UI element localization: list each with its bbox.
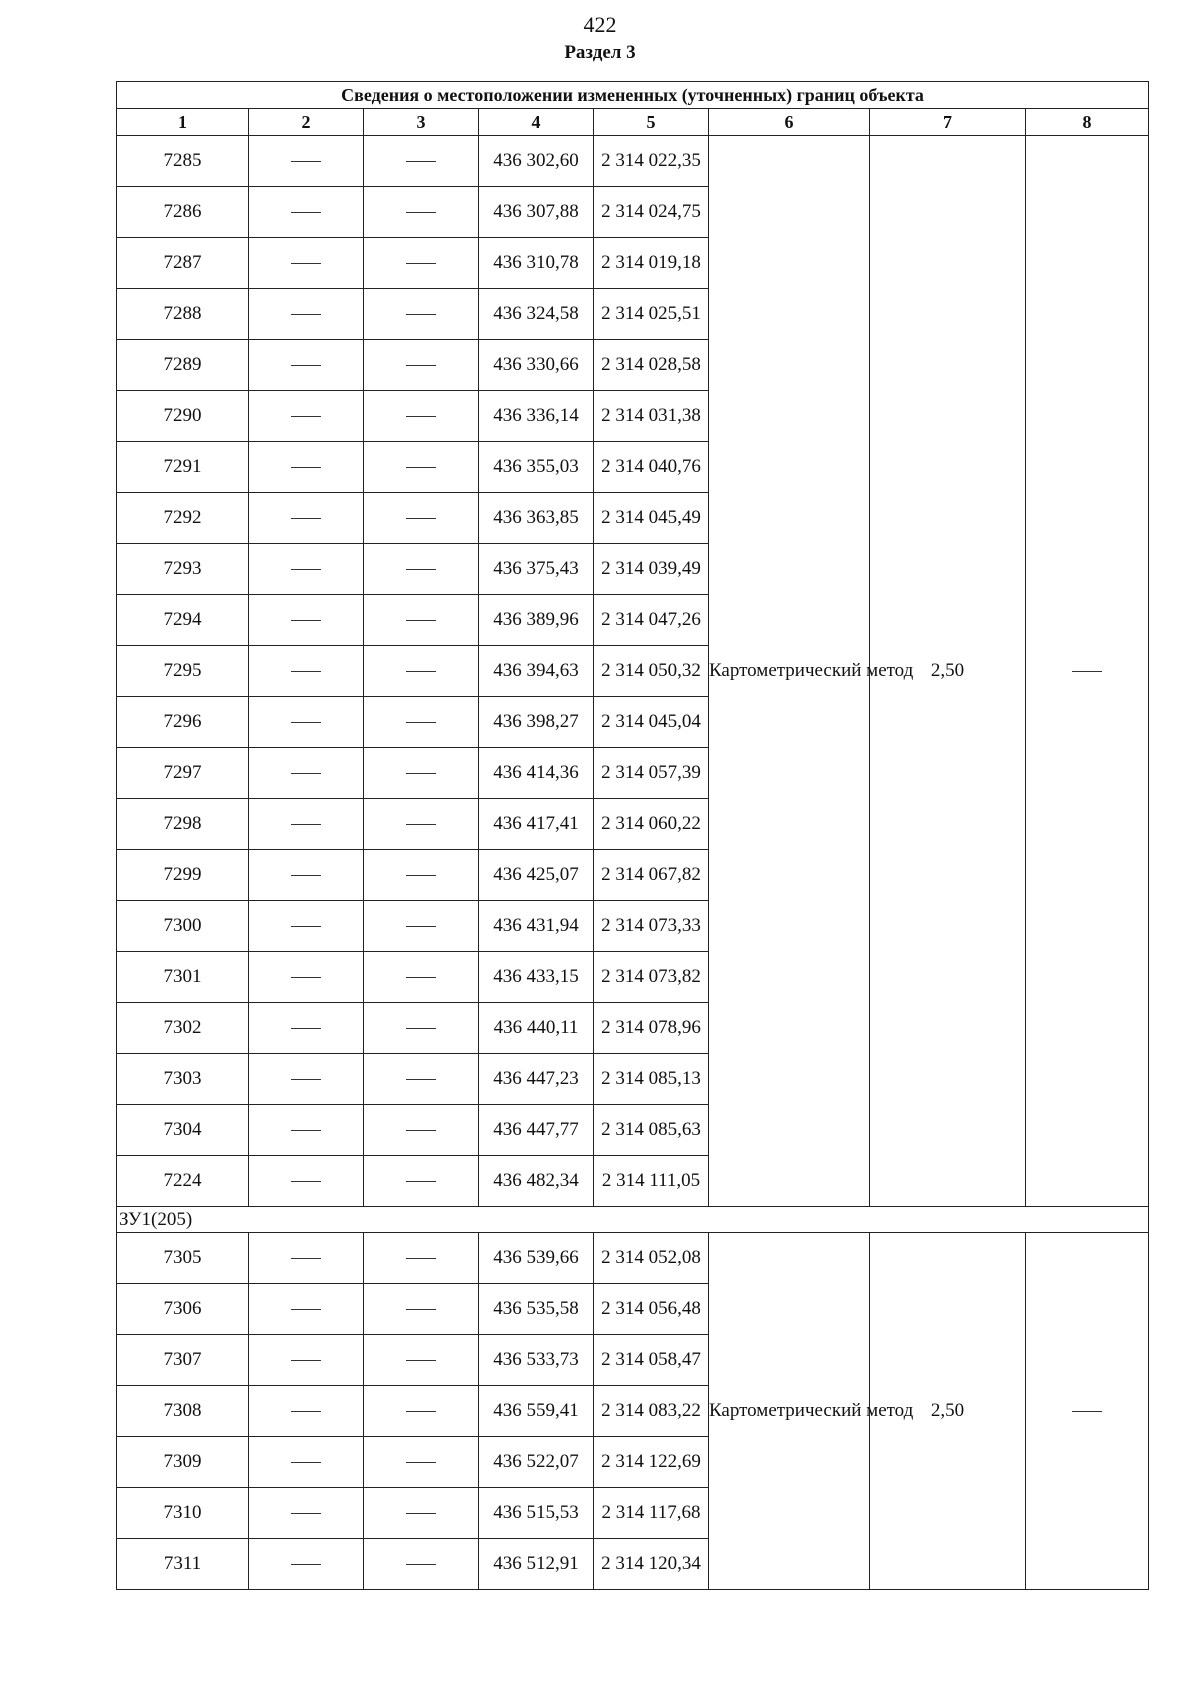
col3-cell <box>364 289 479 340</box>
y-coordinate-cell: 2 314 073,82 <box>594 952 709 1003</box>
point-number-cell: 7306 <box>117 1284 249 1335</box>
dash-mark <box>291 824 321 825</box>
col3-cell <box>364 544 479 595</box>
accuracy-cell: 2,50 <box>870 1233 1026 1590</box>
x-coordinate-cell: 436 307,88 <box>479 187 594 238</box>
y-coordinate-cell: 2 314 078,96 <box>594 1003 709 1054</box>
column-header: 2 <box>249 109 364 136</box>
point-number-cell: 7286 <box>117 187 249 238</box>
dash-mark <box>1072 671 1102 672</box>
col2-cell <box>249 799 364 850</box>
col3-cell <box>364 442 479 493</box>
point-number-cell: 7291 <box>117 442 249 493</box>
x-coordinate-cell: 436 330,66 <box>479 340 594 391</box>
x-coordinate-cell: 436 389,96 <box>479 595 594 646</box>
dash-mark <box>406 1309 436 1310</box>
col3-cell <box>364 850 479 901</box>
point-number-cell: 7290 <box>117 391 249 442</box>
col3-cell <box>364 1105 479 1156</box>
y-coordinate-cell: 2 314 045,49 <box>594 493 709 544</box>
col2-cell <box>249 901 364 952</box>
section-title: Раздел 3 <box>564 42 636 63</box>
point-number-cell: 7296 <box>117 697 249 748</box>
dash-mark <box>406 926 436 927</box>
y-coordinate-cell: 2 314 085,63 <box>594 1105 709 1156</box>
col2-cell <box>249 442 364 493</box>
col3-cell <box>364 493 479 544</box>
col3-cell <box>364 340 479 391</box>
col2-cell <box>249 1054 364 1105</box>
dash-mark <box>291 569 321 570</box>
dash-mark <box>406 212 436 213</box>
dash-mark <box>406 773 436 774</box>
column-header: 5 <box>594 109 709 136</box>
col2-cell <box>249 1105 364 1156</box>
dash-mark <box>406 1360 436 1361</box>
y-coordinate-cell: 2 314 057,39 <box>594 748 709 799</box>
col3-cell <box>364 1003 479 1054</box>
point-number-cell: 7308 <box>117 1386 249 1437</box>
dash-mark <box>291 722 321 723</box>
dash-mark <box>291 1079 321 1080</box>
x-coordinate-cell: 436 539,66 <box>479 1233 594 1284</box>
col3-cell <box>364 1233 479 1284</box>
col2-cell <box>249 1437 364 1488</box>
x-coordinate-cell: 436 324,58 <box>479 289 594 340</box>
col3-cell <box>364 748 479 799</box>
dash-mark <box>291 263 321 264</box>
point-number-cell: 7307 <box>117 1335 249 1386</box>
col3-cell <box>364 1437 479 1488</box>
dash-mark <box>291 773 321 774</box>
y-coordinate-cell: 2 314 050,32 <box>594 646 709 697</box>
col2-cell <box>249 646 364 697</box>
col3-cell <box>364 1335 479 1386</box>
col8-cell <box>1026 136 1149 1207</box>
col2-cell <box>249 952 364 1003</box>
col2-cell <box>249 340 364 391</box>
point-number-cell: 7302 <box>117 1003 249 1054</box>
dash-mark <box>406 1028 436 1029</box>
x-coordinate-cell: 436 522,07 <box>479 1437 594 1488</box>
dash-mark <box>291 671 321 672</box>
dash-mark <box>291 620 321 621</box>
dash-mark <box>291 161 321 162</box>
column-header-row <box>117 109 1149 136</box>
x-coordinate-cell: 436 515,53 <box>479 1488 594 1539</box>
col3-cell <box>364 646 479 697</box>
x-coordinate-cell: 436 336,14 <box>479 391 594 442</box>
dash-mark <box>291 1130 321 1131</box>
dash-mark <box>406 365 436 366</box>
dash-mark <box>406 1258 436 1259</box>
col3-cell <box>364 952 479 1003</box>
dash-mark <box>291 1028 321 1029</box>
col2-cell <box>249 1386 364 1437</box>
col2-cell <box>249 1488 364 1539</box>
col3-cell <box>364 1284 479 1335</box>
dash-mark <box>291 365 321 366</box>
x-coordinate-cell: 436 363,85 <box>479 493 594 544</box>
dash-mark <box>406 722 436 723</box>
x-coordinate-cell: 436 440,11 <box>479 1003 594 1054</box>
point-number-cell: 7292 <box>117 493 249 544</box>
col2-cell <box>249 595 364 646</box>
dash-mark <box>406 416 436 417</box>
y-coordinate-cell: 2 314 052,08 <box>594 1233 709 1284</box>
dash-mark <box>406 314 436 315</box>
point-number-cell: 7305 <box>117 1233 249 1284</box>
col2-cell <box>249 1003 364 1054</box>
dash-mark <box>406 263 436 264</box>
dash-mark <box>291 518 321 519</box>
x-coordinate-cell: 436 512,91 <box>479 1539 594 1590</box>
column-header: 3 <box>364 109 479 136</box>
column-header: 7 <box>870 109 1026 136</box>
col2-cell <box>249 1233 364 1284</box>
x-coordinate-cell: 436 535,58 <box>479 1284 594 1335</box>
point-number-cell: 7298 <box>117 799 249 850</box>
y-coordinate-cell: 2 314 111,05 <box>594 1156 709 1207</box>
dash-mark <box>406 1564 436 1565</box>
y-coordinate-cell: 2 314 040,76 <box>594 442 709 493</box>
dash-mark <box>406 1181 436 1182</box>
column-header: 1 <box>117 109 249 136</box>
accuracy-cell: 2,50 <box>870 136 1026 1207</box>
x-coordinate-cell: 436 302,60 <box>479 136 594 187</box>
dash-mark <box>406 467 436 468</box>
col3-cell <box>364 187 479 238</box>
dash-mark <box>406 620 436 621</box>
y-coordinate-cell: 2 314 045,04 <box>594 697 709 748</box>
y-coordinate-cell: 2 314 122,69 <box>594 1437 709 1488</box>
col2-cell <box>249 1539 364 1590</box>
table-row <box>117 1233 1149 1284</box>
x-coordinate-cell: 436 355,03 <box>479 442 594 493</box>
dash-mark <box>291 875 321 876</box>
table-row <box>117 136 1149 187</box>
x-coordinate-cell: 436 447,23 <box>479 1054 594 1105</box>
col2-cell <box>249 493 364 544</box>
point-number-cell: 7224 <box>117 1156 249 1207</box>
y-coordinate-cell: 2 314 056,48 <box>594 1284 709 1335</box>
x-coordinate-cell: 436 425,07 <box>479 850 594 901</box>
method-cell: Картометрический метод <box>709 136 870 1207</box>
column-header: 6 <box>709 109 870 136</box>
col2-cell <box>249 1335 364 1386</box>
y-coordinate-cell: 2 314 120,34 <box>594 1539 709 1590</box>
table-caption: Сведения о местоположении измененных (уточненных) границ объекта <box>117 82 1149 109</box>
y-coordinate-cell: 2 314 083,22 <box>594 1386 709 1437</box>
y-coordinate-cell: 2 314 073,33 <box>594 901 709 952</box>
y-coordinate-cell: 2 314 028,58 <box>594 340 709 391</box>
dash-mark <box>291 1181 321 1182</box>
boundary-table <box>116 81 1149 1590</box>
point-number-cell: 7299 <box>117 850 249 901</box>
point-number-cell: 7303 <box>117 1054 249 1105</box>
dash-mark <box>406 671 436 672</box>
col2-cell <box>249 748 364 799</box>
col2-cell <box>249 238 364 289</box>
page-number: 422 <box>583 12 617 37</box>
dash-mark <box>291 416 321 417</box>
col3-cell <box>364 901 479 952</box>
column-header: 8 <box>1026 109 1149 136</box>
col8-cell <box>1026 1233 1149 1590</box>
col3-cell <box>364 799 479 850</box>
dash-mark <box>406 1513 436 1514</box>
point-number-cell: 7304 <box>117 1105 249 1156</box>
dash-mark <box>291 1462 321 1463</box>
y-coordinate-cell: 2 314 060,22 <box>594 799 709 850</box>
table-caption-row <box>117 82 1149 109</box>
point-number-cell: 7285 <box>117 136 249 187</box>
group-label-row <box>117 1207 1149 1233</box>
point-number-cell: 7294 <box>117 595 249 646</box>
col3-cell <box>364 1054 479 1105</box>
col3-cell <box>364 1156 479 1207</box>
x-coordinate-cell: 436 417,41 <box>479 799 594 850</box>
col3-cell <box>364 1539 479 1590</box>
dash-mark <box>406 824 436 825</box>
dash-mark <box>291 1309 321 1310</box>
dash-mark <box>291 1360 321 1361</box>
col3-cell <box>364 1386 479 1437</box>
col2-cell <box>249 1284 364 1335</box>
dash-mark <box>1072 1411 1102 1412</box>
dash-mark <box>406 569 436 570</box>
point-number-cell: 7288 <box>117 289 249 340</box>
x-coordinate-cell: 436 394,63 <box>479 646 594 697</box>
dash-mark <box>406 1130 436 1131</box>
x-coordinate-cell: 436 375,43 <box>479 544 594 595</box>
x-coordinate-cell: 436 433,15 <box>479 952 594 1003</box>
dash-mark <box>291 1513 321 1514</box>
y-coordinate-cell: 2 314 025,51 <box>594 289 709 340</box>
y-coordinate-cell: 2 314 058,47 <box>594 1335 709 1386</box>
x-coordinate-cell: 436 431,94 <box>479 901 594 952</box>
col2-cell <box>249 1156 364 1207</box>
col3-cell <box>364 697 479 748</box>
point-number-cell: 7309 <box>117 1437 249 1488</box>
dash-mark <box>406 1411 436 1412</box>
dash-mark <box>406 1079 436 1080</box>
dash-mark <box>291 1564 321 1565</box>
y-coordinate-cell: 2 314 085,13 <box>594 1054 709 1105</box>
x-coordinate-cell: 436 533,73 <box>479 1335 594 1386</box>
x-coordinate-cell: 436 414,36 <box>479 748 594 799</box>
col3-cell <box>364 238 479 289</box>
column-header: 4 <box>479 109 594 136</box>
col2-cell <box>249 850 364 901</box>
dash-mark <box>406 161 436 162</box>
x-coordinate-cell: 436 559,41 <box>479 1386 594 1437</box>
col2-cell <box>249 391 364 442</box>
dash-mark <box>291 1411 321 1412</box>
x-coordinate-cell: 436 398,27 <box>479 697 594 748</box>
x-coordinate-cell: 436 482,34 <box>479 1156 594 1207</box>
col3-cell <box>364 1488 479 1539</box>
dash-mark <box>406 977 436 978</box>
point-number-cell: 7311 <box>117 1539 249 1590</box>
y-coordinate-cell: 2 314 022,35 <box>594 136 709 187</box>
col2-cell <box>249 289 364 340</box>
dash-mark <box>291 1258 321 1259</box>
dash-mark <box>291 212 321 213</box>
method-cell: Картометрический метод <box>709 1233 870 1590</box>
point-number-cell: 7295 <box>117 646 249 697</box>
col2-cell <box>249 187 364 238</box>
col3-cell <box>364 391 479 442</box>
point-number-cell: 7289 <box>117 340 249 391</box>
y-coordinate-cell: 2 314 047,26 <box>594 595 709 646</box>
dash-mark <box>291 467 321 468</box>
point-number-cell: 7301 <box>117 952 249 1003</box>
dash-mark <box>406 1462 436 1463</box>
point-number-cell: 7287 <box>117 238 249 289</box>
dash-mark <box>291 314 321 315</box>
x-coordinate-cell: 436 447,77 <box>479 1105 594 1156</box>
col3-cell <box>364 136 479 187</box>
col3-cell <box>364 595 479 646</box>
point-number-cell: 7310 <box>117 1488 249 1539</box>
y-coordinate-cell: 2 314 117,68 <box>594 1488 709 1539</box>
y-coordinate-cell: 2 314 039,49 <box>594 544 709 595</box>
point-number-cell: 7293 <box>117 544 249 595</box>
x-coordinate-cell: 436 310,78 <box>479 238 594 289</box>
dash-mark <box>291 977 321 978</box>
y-coordinate-cell: 2 314 067,82 <box>594 850 709 901</box>
y-coordinate-cell: 2 314 019,18 <box>594 238 709 289</box>
dash-mark <box>406 518 436 519</box>
point-number-cell: 7300 <box>117 901 249 952</box>
col2-cell <box>249 697 364 748</box>
dash-mark <box>406 875 436 876</box>
point-number-cell: 7297 <box>117 748 249 799</box>
y-coordinate-cell: 2 314 024,75 <box>594 187 709 238</box>
y-coordinate-cell: 2 314 031,38 <box>594 391 709 442</box>
dash-mark <box>291 926 321 927</box>
col2-cell <box>249 544 364 595</box>
col2-cell <box>249 136 364 187</box>
group-label: ЗУ1(205) <box>117 1207 1149 1233</box>
